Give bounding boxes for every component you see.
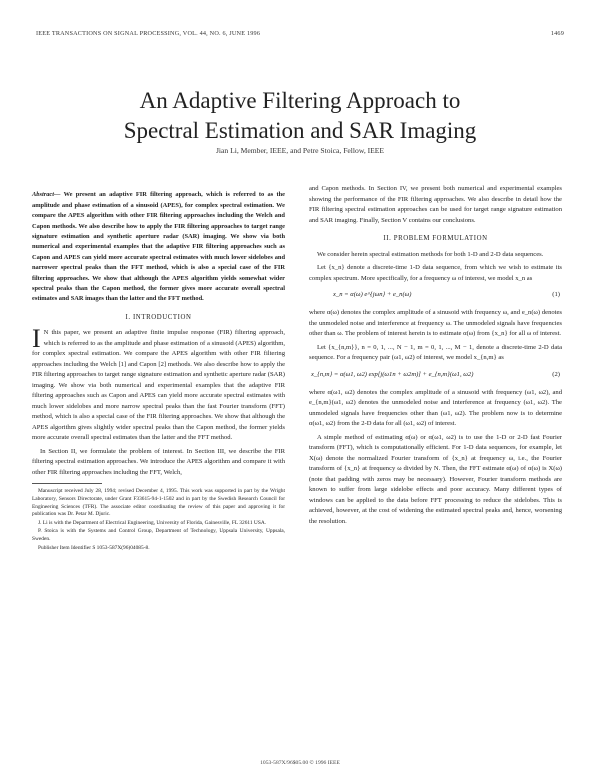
title-line-1: An Adaptive Filtering Approach to bbox=[139, 88, 461, 113]
equation-1-expr: x_n = α(ω) e^{jωn} + e_n(ω) bbox=[333, 291, 412, 298]
equation-2-number: (2) bbox=[552, 370, 560, 378]
journal-header: IEEE TRANSACTIONS ON SIGNAL PROCESSING, VOL. 44, NO. 6, JUNE 1996 bbox=[36, 30, 261, 37]
copyright-line: 1053-587X/96$05.00 © 1996 IEEE bbox=[260, 760, 340, 766]
paper-title bbox=[40, 86, 560, 146]
title-line-2: Spectral Estimation and SAR Imaging bbox=[123, 118, 477, 143]
intro-heading: I. INTRODUCTION bbox=[125, 313, 192, 321]
right-paragraph-2: We consider herein spectral estimation methods for both 1-D and 2-D data sequences. bbox=[317, 250, 544, 258]
right-paragraph-7: A simple method of estimating α(ω) or α(ω1, ω2) is to use the 1-D or 2-D fast Fourier transform (FFT), which is computationally efficient. For 1-D data sequences, for example, let X(ω) denote the normalized Fourier transform of {x_n} at frequency ω, i.e., the Fourier transform of {x_n} at frequency ω divided by N. Then, the FFT estimate α(ω) of α(ω) is X(ω) (note that padding with zeros may be necessary). However, Fourier transform methods are known to suffer from large sidelobe effects and poor accuracy. Many different types of windows can be applied to the data before FFT processing to reduce the sidelobes. This is achieved, however, at the cost of widening the estimated spectral peaks and, hence, worsening the resolution. bbox=[309, 433, 562, 525]
right-paragraph-4: where α(ω) denotes the complex amplitude of a sinusoid with frequency ω, and e_n(ω) denotes the unmodeled noise and interference at frequency ω. The unmodeled signals have frequencies other than ω. The problem of interest herein is to estimate α(ω) from {x_n} for all ω of interest. bbox=[309, 309, 562, 337]
intro-paragraph-1 bbox=[32, 324, 285, 444]
running-head bbox=[36, 30, 564, 44]
footnote-divider bbox=[32, 483, 102, 484]
abstract-lead: Abstract— bbox=[32, 191, 61, 199]
right-paragraph-6: where α(ω1, ω2) denotes the complex amplitude of a sinusoid with frequency (ω1, ω2), and e_{n,m}(ω1, ω2) denotes the unmodeled noise and interference at frequency (ω1, ω2). The unmodeled signals have frequencies other than (ω1, ω2). The problem now is to determine α(ω1, ω2) from the 2-D data for all (ω1, ω2) of interest. bbox=[309, 388, 562, 427]
right-paragraph-5: Let {x_{n,m}}, n = 0, 1, ..., N − 1, m = 0, 1, ..., M − 1, denote a discrete-time 2-D data sequence. For a frequency pair (ω1, ω2) of interest, we model x_{n,m} as bbox=[309, 343, 562, 361]
equation-2 bbox=[309, 368, 562, 384]
left-column bbox=[32, 184, 285, 553]
problem-heading: II. PROBLEM FORMULATION bbox=[383, 235, 488, 242]
page-number: 1469 bbox=[550, 30, 564, 37]
footnote-author-stoica: P. Stoica is with the Systems and Control Group, Department of Technology, Uppsala University, Uppsala, Sweden. bbox=[32, 528, 285, 542]
footnote-manuscript: Manuscript received July 28, 1994; revised December 4, 1995. This work was supported in part by the Wright Laboratory, Sensors Directorate, under Grant F33615-94-1-1502 and in part by the Swedish Research Council for Engineering Sciences (TFR). The associate editor coordinating the review of this paper and approving it for publication was Dr. Petar M. Djuric. bbox=[32, 488, 285, 518]
footnote-publisher-id: Publisher Item Identifier S 1053-587X(96)04085-8. bbox=[38, 544, 150, 551]
equation-1 bbox=[309, 288, 562, 304]
equation-1-number: (1) bbox=[552, 291, 560, 298]
right-column bbox=[309, 184, 562, 530]
right-paragraph-3: Let {x_n} denote a discrete-time 1-D data sequence, from which we wish to estimate its complex spectrum. More specifically, for a frequency ω of interest, we model x_n as bbox=[309, 264, 562, 282]
abstract bbox=[32, 190, 285, 304]
abstract-text: We present an adaptive FIR filtering approach, which is referred to as the amplitude and phase estimation of a sinusoid (APES), for complex spectral estimation. We compare the APES algorithm with other FIR filtering approaches including the Welch and Capon methods. We also describe how to apply the FIR filtering approaches to target range signature estimation and synthetic aperture radar (SAR) imaging. We show via both numerical and experimental examples that the adaptive FIR filtering approaches such as Capon and APES can yield more accurate spectral estimates with much lower sidelobes and narrower spectral peaks than the FFT method, which is also a special case of the FIR filtering approaches. We show that although the APES algorithm yields somewhat wider spectral peaks than the Capon method, the former gives more accurate overall spectral estimates and SAR images than the latter and the FFT method. bbox=[32, 191, 285, 303]
author-line: Jian Li, Member, IEEE, and Petre Stoica, Fellow, IEEE bbox=[215, 146, 385, 155]
intro-paragraph-1-text: N this paper, we present an adaptive finite impulse response (FIR) filtering approach, which is referred to as the amplitude and phase estimation of a sinusoid (APES) algorithm, for complex spectral estimation. We compare the APES algorithm with other FIR filtering approaches including the Welch [1] and Capon [2] methods. We also describe how to apply the FIR filtering approaches to target range signature estimation and synthetic aperture radar (SAR) imaging. We show via both numerical and experimental examples that the adaptive FIR filtering approaches such as Capon and APES can yield more accurate spectral estimates with much lower sidelobes and more narrow spectral peaks than the fast Fourier transform (FFT) method, which is also a special case of the FIR filtering approaches. We show that although the APES algorithm gives slightly wider spectral peaks than the Capon method, the former yields more accurate overall spectral estimates than the latter and the FFT method. bbox=[32, 329, 285, 442]
footnote-author-li: J. Li is with the Department of Electrical Engineering, University of Florida, Gainesville, FL 32611 USA. bbox=[38, 519, 267, 526]
intro-paragraph-2: In Section II, we formulate the problem of interest. In Section III, we describe the FIR filtering spectral estimation approaches. We introduce the APES algorithm and compare it with other FIR filtering approaches including the FFT, Welch, bbox=[32, 447, 285, 476]
drop-cap: I bbox=[32, 324, 41, 354]
equation-2-expr: x_{n,m} = α(ω1, ω2) exp[j(ω1n + ω2m)] + e_{n,m}(ω1, ω2) bbox=[311, 370, 474, 378]
right-paragraph-1: and Capon methods. In Section IV, we present both numerical and experimental examples showing the performance of the FIR filtering approaches. We also describe in detail how the FIR filtering spectral estimation approaches can be used for target range signature estimation and SAR imaging. Finally, Section V contains our conclusions. bbox=[309, 185, 562, 224]
